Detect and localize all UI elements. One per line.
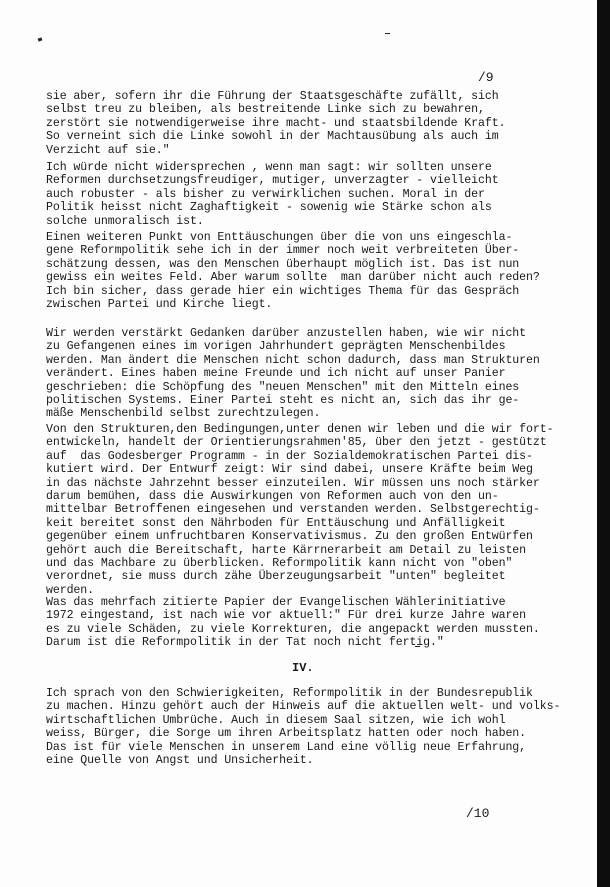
page-number-top: /9 <box>478 70 494 85</box>
page-number-bottom: /10 <box>466 806 490 821</box>
paragraph-economic-change: Ich sprach von den Schwierigkeiten, Reformpolitik in der Bundesrepublik zu machen. Hinzu gehört auch der Hinweis auf die aktuellen welt- und volks- wirtschaftlichen Umbrüche. Auch in diesem Saal sitzen, wie ich wohl weiss, Bürger, die Sorge um ihren Arbeitsplatz hatten oder noch haben. Das ist für viele Menschen in unserem Land eine völlig neue Erfahrung, eine Quelle von Angst und Unsicherheit. <box>46 687 561 768</box>
paragraph-disappointment: Einen weiteren Punkt von Enttäuschungen über die von uns eingeschla- gene Reformpolitik sehe ich in der immer noch weit verbreiteten Über- schätzung dessen, was den Menschen überhaupt möglich ist. Das ist nun gewiss ein weites Feld. Aber warum sollte man darüber nicht auch reden? Ich bin sicher, dass gerade hier ein wichtiges Thema für das Gespräch zwischen Partei und Kirche liegt. <box>46 231 540 312</box>
paragraph-menschenbild: Wir werden verstärkt Gedanken darüber anzustellen haben, wie wir nicht zu Gefangenen eines im vorigen Jahrhundert geprägten Menschenbildes werden. Man ändert die Menschen nicht schon dadurch, dass man Strukturen verändert. Eines haben meine Freunde und ich nicht auf unser Panier geschrieben: die Schöpfung des "neuen Menschen" mit den Mitteln eines politischen Systems. Einer Partei steht es nicht an, sich das ihr ge- mäße Menschenbild selbst zurechtzulegen. <box>46 327 540 421</box>
paragraph-quote-end: sie aber, sofern ihr die Führung der Staatsgeschäfte zufällt, sich selbst treu zu bleiben, als bestreitende Linke sich zu bewahren, zerstört sie notwendigerweise ihre macht- und staatsbildende Kraft. So verneint sich die Linke sowohl in der Machtausübung als auch im Verzicht auf sie." <box>46 90 506 157</box>
ink-mark <box>38 37 43 41</box>
ink-mark <box>385 33 390 34</box>
paragraph-orientierungsrahmen: Von den Strukturen,den Bedingungen,unter denen wir leben und die wir fort- entwickeln, handelt der Orientierungsrahmen'85, über den jetzt - gestützt auf das Godesberger Programm - in der Sozialdemokratischen Partei dis- kutiert wird. Der Entwurf zeigt: Wir sind dabei, unsere Kräfte beim Weg in das nächste Jahrzehnt besser einzuteilen. Wir müssen uns noch stärker darum bemühen, dass die Auswirkungen von Reformen auch von den un- mittelbar Betroffenen eingesehen und verstanden werden. Selbstgerechtig- keit bereitet sonst den Nährboden für Enttäuschung und Anfälligkeit gegenüber einem unfruchtbaren Konservativismus. Zu den großen Entwürfen gehört auch die Bereitschaft, harte Kärrnerarbeit am Detail zu leisten und das Machbare zu überblicken. Reformpolitik kann nicht von "oben" verordnet, sie muss durch zähe Überzeugungsarbeit "unten" begleitet werden. <box>46 423 554 597</box>
paragraph-waehlerinitiative: Was das mehrfach zitierte Papier der Evangelischen Wählerinitiative 1972 eingestand, ist nach wie vor aktuell:" Für drei kurze Jahre waren es zu viele Schäden, zu viele Korrekturen, die angepackt werden mussten. Darum ist die Reformpolitik in der Tat noch nicht fertig." <box>46 596 540 650</box>
section-heading: IV. <box>292 661 314 675</box>
paragraph-reform-courage: Ich würde nicht widersprechen , wenn man sagt: wir sollten unsere Reformen durchsetzungsfreudiger, mutiger, unverzagter - vielleicht auch robuster - als bisher zu verwirklichen suchen. Moral in der Politik heisst nicht Zaghaftigkeit - sowenig wie Stärke schon als solche unmoralisch ist. <box>46 161 499 228</box>
